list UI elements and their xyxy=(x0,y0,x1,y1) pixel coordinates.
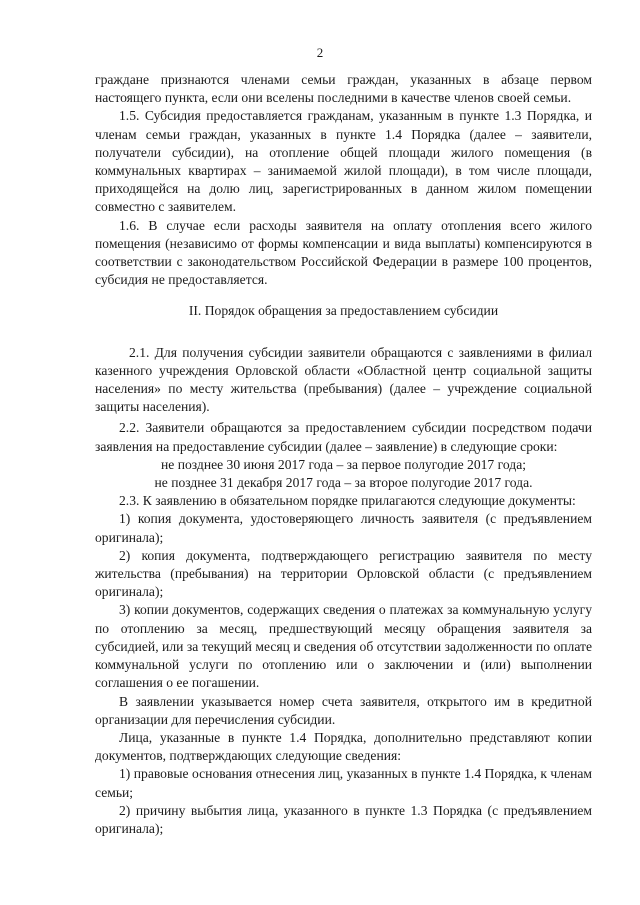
additional-item-1: 1) правовые основания отнесения лиц, указанных в пункте 1.4 Порядка, к членам семьи; xyxy=(95,766,592,800)
document-item-2: 2) копия документа, подтверждающего регистрацию заявителя по месту жительства (пребывания) на территории Орловской области (с предъявлением оригинала); xyxy=(95,547,592,600)
paragraph-2-1: 2.1. Для получения субсидии заявители обращаются с заявлениями в филиал казенного учреждения Орловской области «Областной центр социальной защиты населения» по месту жительства (пребывания) (далее – учреждение социальной защиты населения). xyxy=(95,344,592,415)
section-heading: II. Порядок обращения за предоставлением субсидии xyxy=(188,303,499,319)
paragraph-2-3: 2.3. К заявлению в обязательном порядке прилагаются следующие документы: xyxy=(119,493,576,509)
deadline-first-half: не позднее 30 июня 2017 года – за первое полугодие 2017 года; xyxy=(161,456,526,472)
document-item-1: 1) копия документа, удостоверяющего личность заявителя (с предъявлением оригинала); xyxy=(95,511,592,545)
document-body xyxy=(95,71,592,838)
paragraph-2-2: 2.2. Заявители обращаются за предоставлением субсидии посредством подачи заявления на предоставление субсидии (далее – заявление) в следующие сроки: xyxy=(95,420,592,454)
additional-item-2: 2) причину выбытия лица, указанного в пункте 1.3 Порядка (с предъявлением оригинала); xyxy=(95,802,592,836)
page-number: 2 xyxy=(316,45,324,60)
document-item-3: 3) копии документов, содержащих сведения о платежах за коммунальную услугу по отоплению за месяц, предшествующий месяцу обращения заявителя за субсидией, или за текущий месяц и сведения об отсутствии задолженности по оплате коммунальной услуги по отоплению или о заключении и (или) выполнении соглашения о ее погашении. xyxy=(95,602,592,691)
paragraph-family-members: граждане признаются членами семьи граждан, указанных в абзаце первом настоящего пункта, если они вселены последними в качестве членов своей семьи. xyxy=(95,72,592,106)
paragraph-account-number: В заявлении указывается номер счета заявителя, открытого им в кредитной организации для перечисления субсидии. xyxy=(95,693,592,727)
paragraph-1-5: 1.5. Субсидия предоставляется гражданам, указанным в пункте 1.3 Порядка, и членам семьи граждан, указанных в пункте 1.4 Порядка (далее – заявители, получатели субсидии), на отопление общей площади жилого помещения (в коммунальных квартирах – занимаемой жилой площади), в том числе площади, приходящейся на долю лиц, зарегистрированных в данном жилом помещении совместно с заявителем. xyxy=(95,108,592,215)
deadline-second-half: не позднее 31 декабря 2017 года – за второе полугодие 2017 года. xyxy=(154,475,533,491)
paragraph-additional-documents: Лица, указанные в пункте 1.4 Порядка, дополнительно представляют копии документов, подтверждающих следующие сведения: xyxy=(95,729,592,764)
paragraph-1-6: 1.6. В случае если расходы заявителя на оплату отопления всего жилого помещения (независимо от формы компенсации и вида выплаты) компенсируются в соответствии с законодательством Российской Федерации в размере 100 процентов, субсидия не предоставляется. xyxy=(95,217,592,288)
